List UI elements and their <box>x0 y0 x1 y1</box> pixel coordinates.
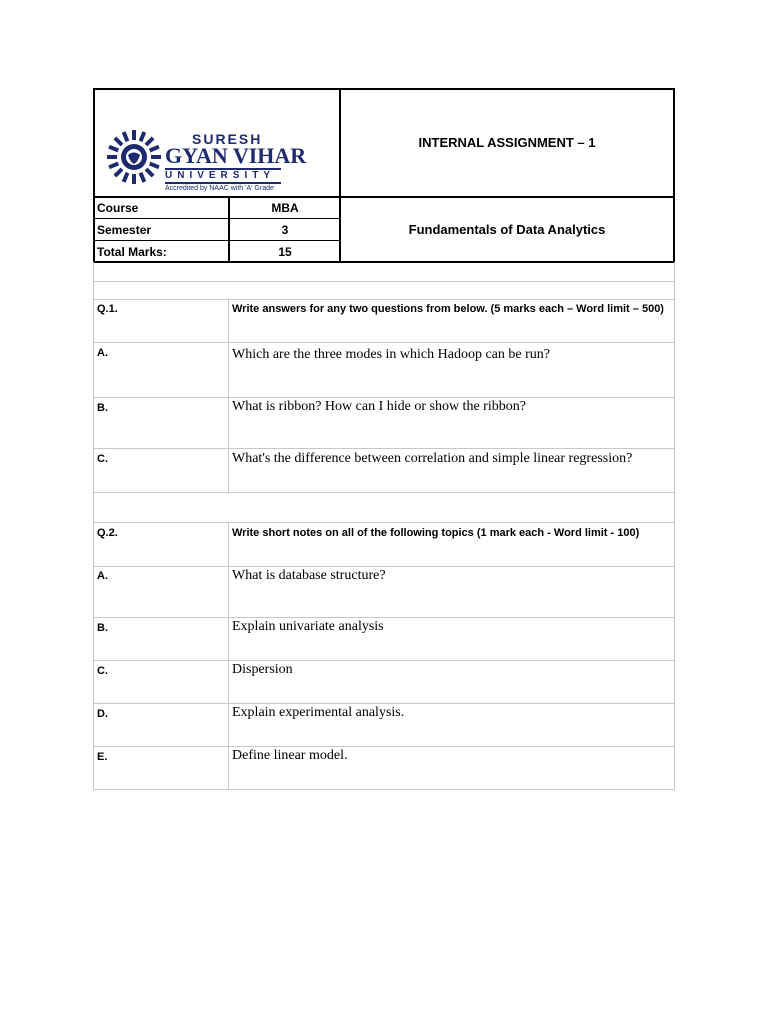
q2-item-b-text: Explain univariate analysis <box>232 619 384 634</box>
q1-instruction: Write answers for any two questions from below. (5 marks each – Word limit – 500) <box>232 303 664 315</box>
q2-item-e-text: Define linear model. <box>232 748 348 763</box>
semester-value: 3 <box>281 223 289 237</box>
q2-item-d-label: D. <box>97 708 108 720</box>
assignment-title: INTERNAL ASSIGNMENT – 1 <box>418 135 596 150</box>
total-marks-label: Total Marks: <box>97 245 167 259</box>
logo-tagline: Accredited by NAAC with 'A' Grade <box>165 185 274 192</box>
q1-item-a-label: A. <box>97 347 108 359</box>
semester-label: Semester <box>97 223 152 237</box>
q1-item-a-text: Which are the three modes in which Hadoop can be run? <box>232 347 550 362</box>
q2-item-a-label: A. <box>97 570 108 582</box>
university-emblem-icon <box>105 128 163 186</box>
university-logo <box>105 126 307 196</box>
course-value: MBA <box>271 201 299 215</box>
q2-item-d-text: Explain experimental analysis. <box>232 705 405 720</box>
q1-item-c-label: C. <box>97 453 108 465</box>
q1-number: Q.1. <box>97 303 118 315</box>
q2-item-e-label: E. <box>97 751 108 763</box>
q2-instruction: Write short notes on all of the following topics (1 mark each - Word limit - 100) <box>232 527 640 539</box>
q1-item-c-text: What's the difference between correlation and simple linear regression? <box>232 451 633 466</box>
total-marks-value: 15 <box>278 245 292 259</box>
logo-line-suresh: SURESH <box>192 131 263 147</box>
q2-number: Q.2. <box>97 527 118 539</box>
subject-name: Fundamentals of Data Analytics <box>408 222 606 237</box>
q2-item-c-text: Dispersion <box>232 662 293 677</box>
q1-item-b-text: What is ribbon? How can I hide or show the ribbon? <box>232 399 526 414</box>
q2-item-b-label: B. <box>97 622 108 634</box>
q1-item-b-label: B. <box>97 402 108 414</box>
logo-line-university: UNIVERSITY <box>165 170 276 181</box>
logo-line-gyan-vihar: GYAN VIHAR <box>165 143 307 168</box>
q2-item-a-text: What is database structure? <box>232 568 386 583</box>
course-label: Course <box>97 201 139 215</box>
q2-item-c-label: C. <box>97 665 108 677</box>
